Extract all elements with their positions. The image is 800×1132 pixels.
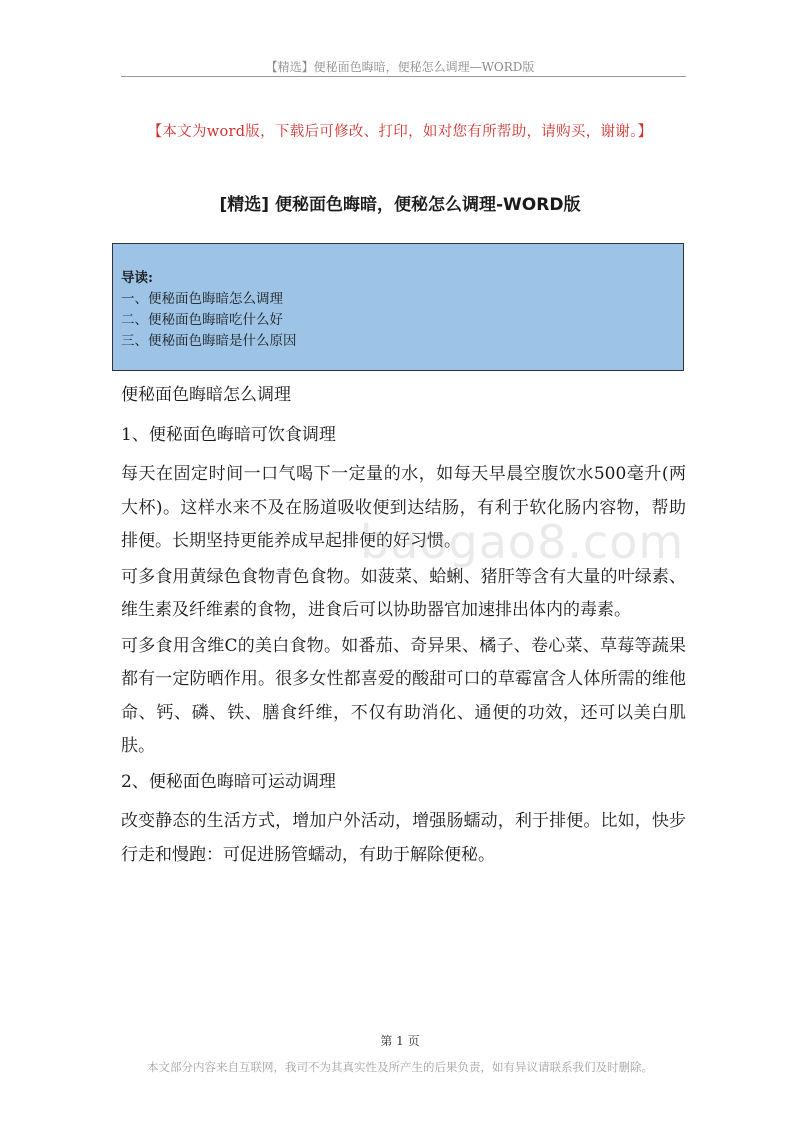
document-title: [精选] 便秘面色晦暗，便秘怎么调理-WORD版 — [219, 195, 581, 215]
header-divider — [121, 76, 686, 77]
body-paragraph: 每天在固定时间一口气喝下一定量的水，如每天早晨空腹饮水500毫升(两大杯)。这样水来不及在肠道吸收便到达结肠，有利于软化肠内容物，帮助排便。长期坚持更能养成早起排便的好习惯。 — [121, 464, 686, 551]
purchase-notice: 【本文为word版，下载后可修改、打印，如对您有所帮助，请购买，谢谢。】 — [147, 124, 653, 140]
body-paragraph: 改变静态的生活方式，增加户外活动，增强肠蠕动，利于排便。比如，快步行走和慢跑：可促进肠管蠕动，有助于解除便秘。 — [121, 811, 686, 865]
guide-item: 三、便秘面色晦暗是什么原因 — [121, 333, 297, 349]
subsection-heading: 1、便秘面色晦暗可饮食调理 — [121, 424, 336, 445]
footer-disclaimer: 本文部分内容来自互联网，我司不为其真实性及所产生的后果负责，如有异议请联系我们及时删除。 — [147, 1060, 653, 1074]
running-header: 【精选】便秘面色晦暗，便秘怎么调理—WORD版 — [265, 60, 535, 74]
guide-item: 二、便秘面色晦暗吃什么好 — [121, 312, 283, 328]
subsection-heading: 2、便秘面色晦暗可运动调理 — [121, 771, 336, 792]
watermark: baogao8.com — [360, 515, 685, 569]
body-paragraph: 可多食用黄绿色食物青色食物。如菠菜、蛤蜊、猪肝等含有大量的叶绿素、维生素及纤维素的食物，进食后可以协助器官加速排出体内的毒素。 — [121, 566, 686, 620]
page-number: 第 1 页 — [380, 1034, 420, 1048]
document-body — [121, 379, 686, 874]
guide-item: 一、便秘面色晦暗怎么调理 — [121, 291, 283, 307]
section-heading: 便秘面色晦暗怎么调理 — [121, 385, 291, 405]
guide-label: 导读: — [121, 270, 153, 286]
body-paragraph: 可多食用含维C的美白食物。如番茄、奇异果、橘子、卷心菜、草莓等蔬果都有一定防晒作用。很多女性都喜爱的酸甜可口的草霉富含人体所需的维他命、钙、磷、铁、膳食纤维，不仅有助消化、通便的功效，还可以美白肌肤。 — [121, 635, 686, 756]
guide-box — [112, 243, 684, 371]
